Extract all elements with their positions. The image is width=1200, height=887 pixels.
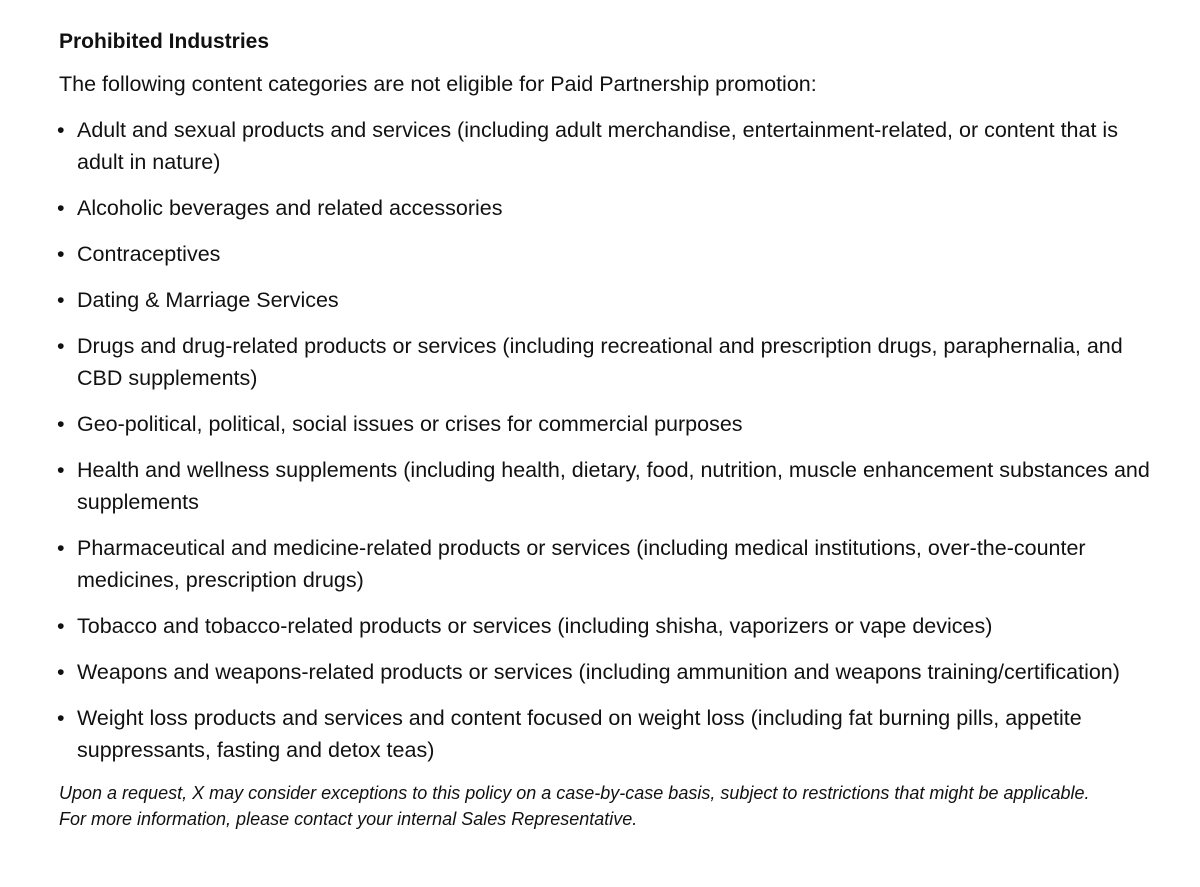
list-item bbox=[59, 656, 1160, 688]
bullet-icon: • bbox=[57, 458, 65, 482]
list-item-text: Weight loss products and services and content focused on weight loss (including fat burning pills, appetite suppressants, fasting and detox teas) bbox=[77, 706, 1082, 762]
list-item-text: Alcoholic beverages and related accessories bbox=[77, 196, 503, 220]
list-item-text: Drugs and drug-related products or services (including recreational and prescription drugs, paraphernalia, and CBD supplements) bbox=[77, 334, 1123, 390]
list-item bbox=[59, 454, 1160, 518]
bullet-icon: • bbox=[57, 118, 65, 142]
list-item bbox=[59, 610, 1160, 642]
prohibited-list bbox=[59, 114, 1160, 766]
list-item bbox=[59, 114, 1160, 178]
list-item-text: Geo-political, political, social issues or crises for commercial purposes bbox=[77, 412, 743, 436]
bullet-icon: • bbox=[57, 334, 65, 358]
list-item bbox=[59, 192, 1160, 224]
list-item bbox=[59, 702, 1160, 766]
list-item-text: Tobacco and tobacco-related products or services (including shisha, vaporizers or vape devices) bbox=[77, 614, 993, 638]
list-item bbox=[59, 284, 1160, 316]
footer-note-line: Upon a request, X may consider exceptions to this policy on a case-by-case basis, subject to restrictions that might be applicable. bbox=[59, 783, 1090, 803]
section-heading: Prohibited Industries bbox=[59, 30, 270, 53]
bullet-icon: • bbox=[57, 536, 65, 560]
list-item-text: Pharmaceutical and medicine-related products or services (including medical institutions, over-the-counter medicines, prescription drugs) bbox=[77, 536, 1086, 592]
list-item bbox=[59, 238, 1160, 270]
bullet-icon: • bbox=[57, 196, 65, 220]
bullet-icon: • bbox=[57, 614, 65, 638]
list-item bbox=[59, 532, 1160, 596]
list-item-text: Dating & Marriage Services bbox=[77, 288, 339, 312]
bullet-icon: • bbox=[57, 412, 65, 436]
footer-note-line: For more information, please contact your internal Sales Representative. bbox=[59, 809, 638, 829]
list-item bbox=[59, 330, 1160, 394]
list-item bbox=[59, 408, 1160, 440]
bullet-icon: • bbox=[57, 660, 65, 684]
list-item-text: Adult and sexual products and services (including adult merchandise, entertainment-related, or content that is adult in nature) bbox=[77, 118, 1118, 174]
list-item-text: Health and wellness supplements (including health, dietary, food, nutrition, muscle enhancement substances and supplements bbox=[77, 458, 1150, 514]
list-item-text: Contraceptives bbox=[77, 242, 221, 266]
bullet-icon: • bbox=[57, 242, 65, 266]
intro-paragraph: The following content categories are not eligible for Paid Partnership promotion: bbox=[59, 72, 817, 96]
bullet-icon: • bbox=[57, 706, 65, 730]
bullet-icon: • bbox=[57, 288, 65, 312]
footer-note bbox=[59, 780, 1160, 832]
list-item-text: Weapons and weapons-related products or services (including ammunition and weapons training/certification) bbox=[77, 660, 1120, 684]
